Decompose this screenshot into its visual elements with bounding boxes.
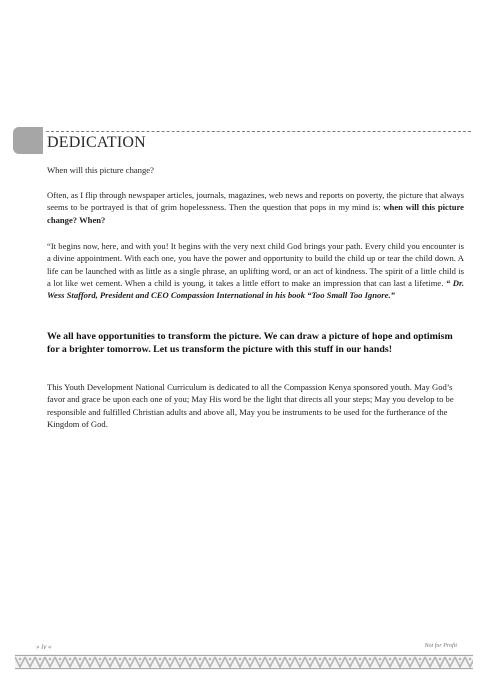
ornament-dot [409,658,412,661]
ornament-dot [279,658,282,661]
ornament-dot [19,658,22,661]
ornament-dot [169,658,172,661]
ornament-dot [299,658,302,661]
footer-note: Not for Profit [424,643,457,649]
dashed-divider [46,131,471,132]
ornament-dot [369,658,372,661]
section-tab-marker [13,127,43,154]
ornament-dot [349,658,352,661]
ornament-dot [29,658,32,661]
dedication-paragraph: This Youth Development National Curriculum is dedicated to all the Compassion Kenya sponsored youth. May God’s favor and grace be upon each one of you; May His word be the light that directs all your steps; May you develop to be responsible and fulfilled Christian adults and above all, May you be instruments to be used for the furtherance of the Kingdom of God. [47,382,454,429]
ornament-dot [329,658,332,661]
ornament-pattern [15,654,473,670]
ornament-dot [139,658,142,661]
ornament-dot [379,658,382,661]
ornament-dot [259,658,262,661]
ornament-dot [399,658,402,661]
ornament-dot [309,658,312,661]
ornament-dot [229,658,232,661]
ornament-dot [319,658,322,661]
quote-paragraph [47,240,464,301]
ornament-dot [49,658,52,661]
ornament-dot [179,658,182,661]
paragraph-poverty-text: Often, as I flip through newspaper articles, journals, magazines, web news and reports on poverty, the picture that always seems to be portrayed is that of grim hopelessness. Then the question that pops in my mind is: [47,190,464,213]
ornament-dot [69,658,72,661]
ornament-dot [469,658,472,661]
ornament-dot [359,658,362,661]
ornament-dot [459,658,462,661]
ornament-dot [439,658,442,661]
ornament-dot [239,658,242,661]
paragraph-poverty-question: when will this picture change? When? [47,202,464,225]
ornament-dot [269,658,272,661]
ornament-dot [219,658,222,661]
page-number: » iv « [36,643,52,651]
paragraph-poverty [47,189,464,226]
ornament-dot [59,658,62,661]
ornament-dot [99,658,102,661]
quote-text: “It begins now, here, and with you! It begins with the very next child God brings your path. Every child you encounter is a divine appointment. With each one, you have the power and opportunity to build the child up or tear the child down. A life can be launched with as little as a single phrase, an uplifting word, or an act of kindness. The spirit of a little child is a lot like wet cement. When a child is young, it takes a little effort to make an impression that can last a lifetime. [47,241,464,288]
ornament-dot [429,658,432,661]
ornament-dot [209,658,212,661]
ornament-dot [39,658,42,661]
section-title: DEDICATION [47,134,146,151]
ornament-dot [119,658,122,661]
ornament-dot [79,658,82,661]
ornament-dot [339,658,342,661]
quote-attribution: “ Dr. Wess Stafford, President and CEO Compassion International in his book “Too Small Too Ignore.” [47,277,464,301]
ornament-dot [189,658,192,661]
ornament-dot [289,658,292,661]
ornament-dot [89,658,92,661]
ornament-dot [249,658,252,661]
ornament-dot [109,658,112,661]
callout-paragraph: We all have opportunities to transform the picture. We can draw a picture of hope and optimism for a brighter tomorrow. Let us transform the picture with this stuff in our hands! [47,331,453,355]
ornament-dot [129,658,132,661]
ornament-dot [449,658,452,661]
ornamental-border [15,654,473,670]
ornament-dot [389,658,392,661]
ornament-dot [199,658,202,661]
ornament-dot [159,658,162,661]
ornament-dot [419,658,422,661]
opening-question: When will this picture change? [47,165,154,175]
ornament-dot [149,658,152,661]
